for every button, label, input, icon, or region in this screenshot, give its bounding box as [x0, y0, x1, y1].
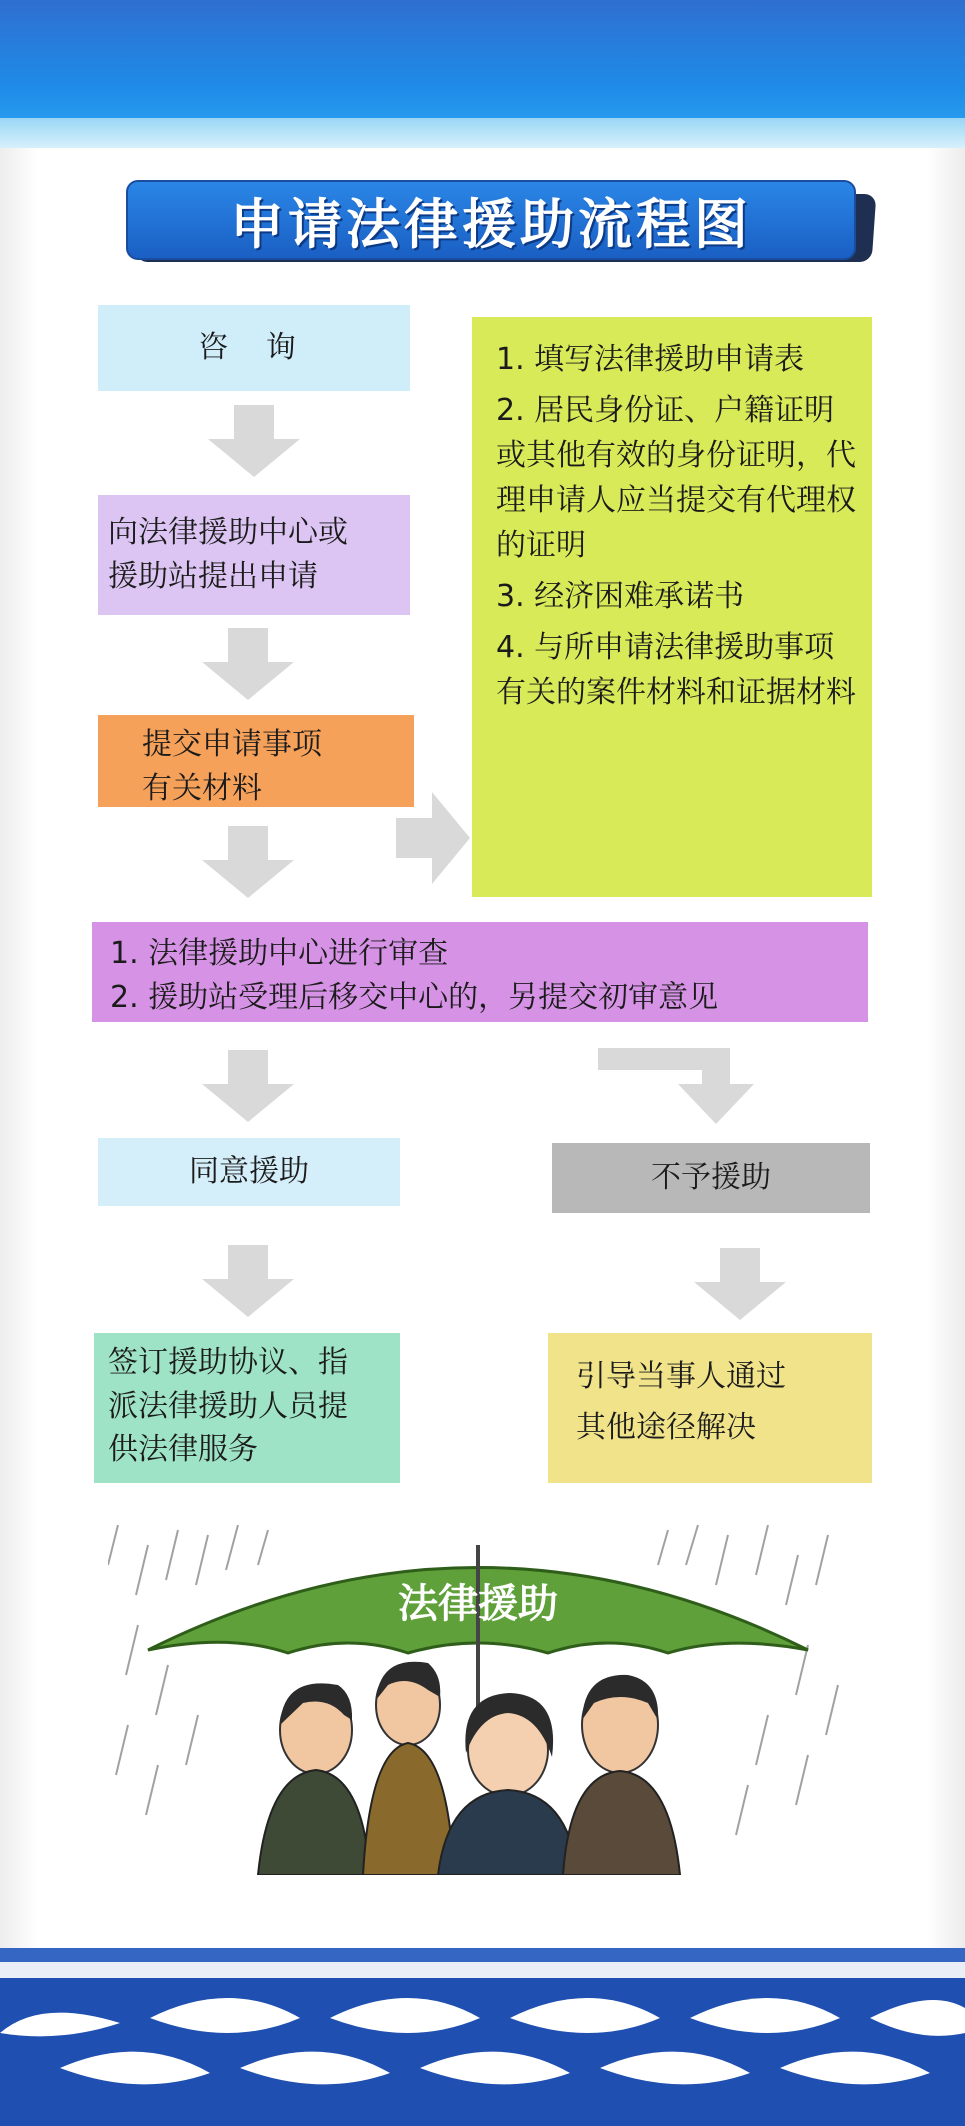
result-guide-line-1: 引导当事人通过	[576, 1359, 786, 1394]
outcome-agree-label: 同意援助	[189, 1154, 309, 1190]
outcome-refuse-label: 不予援助	[651, 1160, 771, 1196]
bottom-decorative-band	[0, 1948, 965, 2126]
step-submit-line-2: 有关材料	[142, 770, 262, 806]
step-consult-label: 咨 询	[198, 330, 310, 366]
materials-item: 3. 经济困难承诺书	[496, 579, 745, 614]
arrow-down-icon	[202, 826, 294, 898]
legal-aid-umbrella-illustration	[108, 1525, 848, 1875]
outcome-refuse	[552, 1143, 870, 1213]
step-review-line-2: 2. 援助站受理后移交中心的，另提交初审意见	[110, 980, 719, 1016]
umbrella-icon	[108, 1525, 848, 1875]
result-guide-other-ways	[548, 1333, 872, 1483]
materials-item: 4. 与所申请法律援助事项有关的案件材料和证据材料	[496, 630, 856, 710]
arrow-down-icon	[208, 405, 300, 477]
materials-item: 2. 居民身份证、户籍证明或其他有效的身份证明，代理申请人应当提交有代理权的证明	[496, 393, 856, 563]
arrow-down-icon	[202, 628, 294, 700]
top-light-stripe	[0, 118, 965, 148]
step-review-line-1: 1. 法律援助中心进行审查	[110, 936, 449, 971]
umbrella-label: 法律援助	[398, 1581, 558, 1627]
step-apply	[98, 495, 410, 615]
bottom-stripe	[0, 1948, 965, 1962]
top-banner	[0, 0, 965, 128]
result-sign-line-2: 派法律援助人员提	[108, 1388, 348, 1424]
step-apply-line-2: 援助站提出申请	[108, 558, 318, 594]
people-group-icon	[258, 1662, 680, 1875]
step-consult	[98, 305, 410, 391]
materials-list	[472, 317, 872, 897]
step-submit	[98, 715, 414, 807]
bottom-stripe-light	[0, 1962, 965, 1978]
title-banner	[126, 180, 856, 260]
result-guide-line-2: 其他途径解决	[576, 1410, 756, 1445]
arrow-bend-down-icon	[598, 1048, 788, 1124]
step-review	[92, 922, 868, 1022]
arrow-down-icon	[202, 1245, 294, 1317]
step-apply-line-1: 向法律援助中心或	[108, 515, 348, 550]
wave-pattern-icon	[0, 1978, 965, 2126]
arrow-right-icon	[396, 792, 470, 884]
result-sign-line-3: 供法律服务	[108, 1432, 258, 1467]
step-submit-line-1: 提交申请事项	[142, 727, 322, 762]
arrow-down-icon	[694, 1248, 786, 1320]
result-sign-line-1: 签订援助协议、指	[108, 1345, 348, 1380]
outcome-agree	[98, 1138, 400, 1206]
result-sign-agreement	[94, 1333, 400, 1483]
page-title: 申请法律援助流程图	[230, 191, 752, 256]
arrow-down-icon	[202, 1050, 294, 1122]
materials-item: 1. 填写法律援助申请表	[496, 342, 805, 377]
